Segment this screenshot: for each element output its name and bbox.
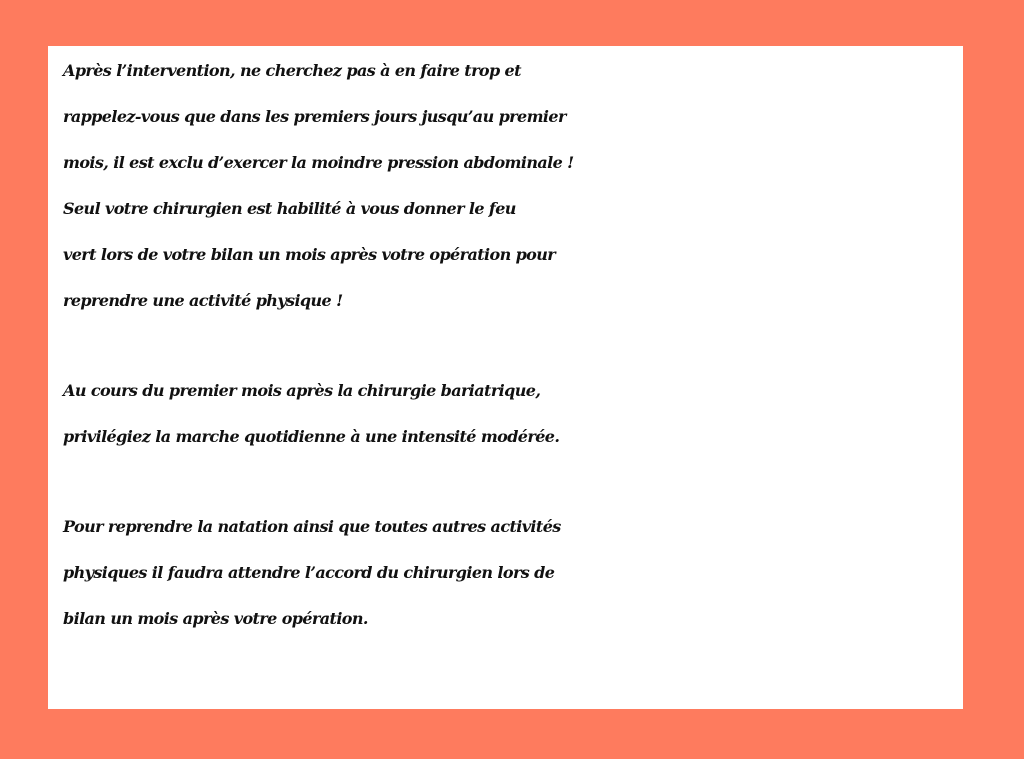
paragraph-swimming bbox=[63, 504, 963, 642]
text-line: rappelez-vous que dans les premiers jours jusqu’au premier bbox=[63, 107, 566, 126]
paragraph-walking bbox=[63, 368, 963, 460]
text-line: vert lors de votre bilan un mois après votre opération pour bbox=[63, 245, 556, 264]
text-line: physiques il faudra attendre l’accord du chirurgien lors de bbox=[63, 563, 555, 582]
text-line: bilan un mois après votre opération. bbox=[63, 609, 368, 628]
text-line: reprendre une activité physique ! bbox=[63, 291, 343, 310]
text-line: Au cours du premier mois après la chirurgie bariatrique, bbox=[63, 381, 541, 400]
text-card bbox=[48, 46, 963, 709]
paragraph-intervention bbox=[63, 48, 963, 324]
text-line: Après l’intervention, ne cherchez pas à en faire trop et bbox=[63, 61, 521, 80]
text-line: Seul votre chirurgien est habilité à vous donner le feu bbox=[63, 199, 516, 218]
text-line: Pour reprendre la natation ainsi que toutes autres activités bbox=[63, 517, 561, 536]
text-line: privilégiez la marche quotidienne à une intensité modérée. bbox=[63, 427, 560, 446]
text-line: mois, il est exclu d’exercer la moindre pression abdominale ! bbox=[63, 153, 574, 172]
